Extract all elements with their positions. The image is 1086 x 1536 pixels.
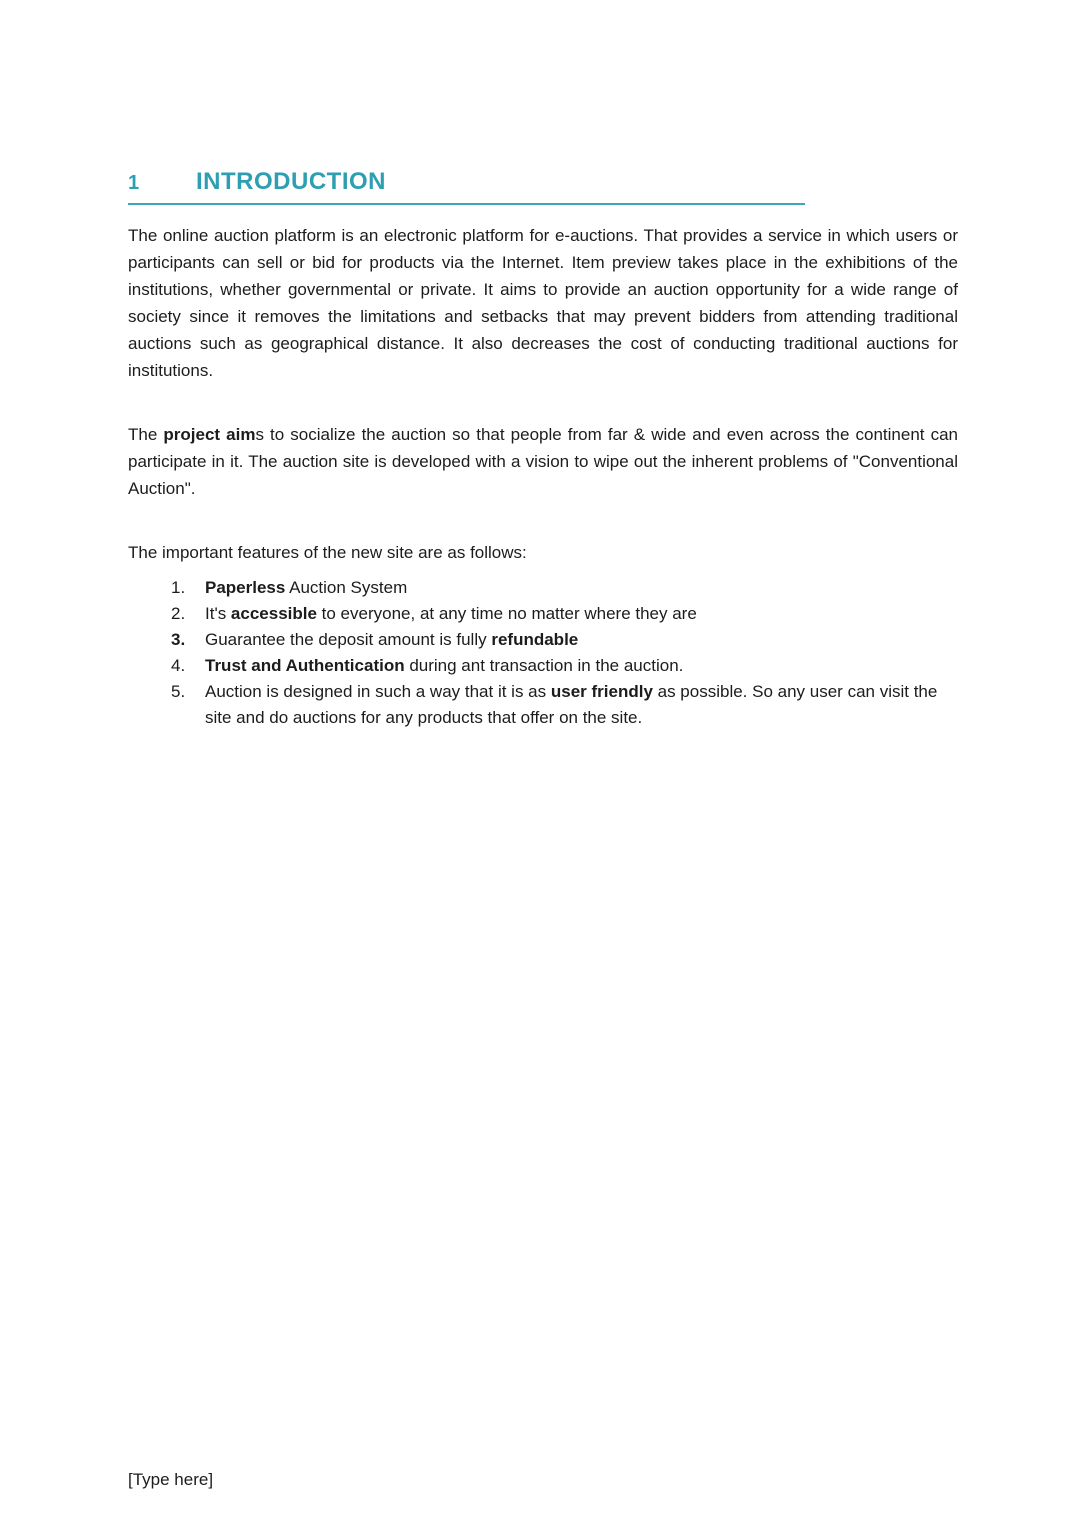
text-segment: Trust and Authentication <box>205 656 405 675</box>
text-segment: refundable <box>491 630 579 649</box>
list-item <box>128 653 958 679</box>
section-heading <box>128 168 805 205</box>
list-item <box>128 601 958 627</box>
text-segment: as possible. So any user can visit the site and do auctions for any products that offer on the site. <box>205 682 938 727</box>
list-intro-line <box>128 539 958 566</box>
text-segment: Auction is designed in such a way that it is as <box>205 682 551 701</box>
text-segment: Guarantee the deposit amount is fully <box>205 630 492 649</box>
text-segment: user friendly <box>550 682 653 701</box>
list-item-number: 1. <box>171 578 186 597</box>
text-segment: It's <box>205 604 231 623</box>
list-item-number: 3. <box>171 630 186 649</box>
paragraph-project-aim <box>128 421 958 502</box>
feature-list <box>128 575 958 731</box>
list-item-text <box>205 656 683 675</box>
list-item-text <box>205 604 697 623</box>
text-segment: Auction System <box>285 578 408 597</box>
text-segment: s to socialize the auction so that people from far & wide and even across the continent can participate in it. The auction site is developed with a vision to wipe out the inherent problems of "Conventional Auction". <box>128 425 959 498</box>
list-item-number: 2. <box>171 604 186 623</box>
section-number: 1 <box>128 172 140 194</box>
list-item-text <box>205 630 578 649</box>
text-segment: The <box>128 425 164 444</box>
paragraph-intro <box>128 222 958 384</box>
list-item-text <box>205 578 407 597</box>
list-item-number: 4. <box>171 656 186 675</box>
text-segment: during ant transaction in the auction. <box>404 656 684 675</box>
text-segment: The online auction platform is an electronic platform for e-auctions. That provides a service in which users or participants can sell or bid for products via the Internet. Item preview takes place in the exhibitions of the institutions, whether governmental or private. It aims to provide an auction opportunity for a wide range of society since it removes the limitations and setbacks that may prevent bidders from attending traditional auctions such as geographical distance. It also decreases the cost of conducting traditional auctions for institutions. <box>128 226 958 380</box>
section-title: INTRODUCTION <box>196 168 386 195</box>
text-segment: The important features of the new site are as follows: <box>128 543 527 562</box>
list-item-text <box>205 682 937 727</box>
text-segment: project aim <box>163 425 256 444</box>
document-body <box>128 168 958 731</box>
text-segment: to everyone, at any time no matter where they are <box>316 604 697 623</box>
list-item <box>128 679 958 731</box>
text-segment: accessible <box>230 604 317 623</box>
footer-type-here-placeholder[interactable]: [Type here] <box>128 1470 214 1489</box>
text-segment: Paperless <box>205 578 286 597</box>
list-item-number: 5. <box>171 682 186 701</box>
list-item <box>128 575 958 601</box>
list-item <box>128 627 958 653</box>
